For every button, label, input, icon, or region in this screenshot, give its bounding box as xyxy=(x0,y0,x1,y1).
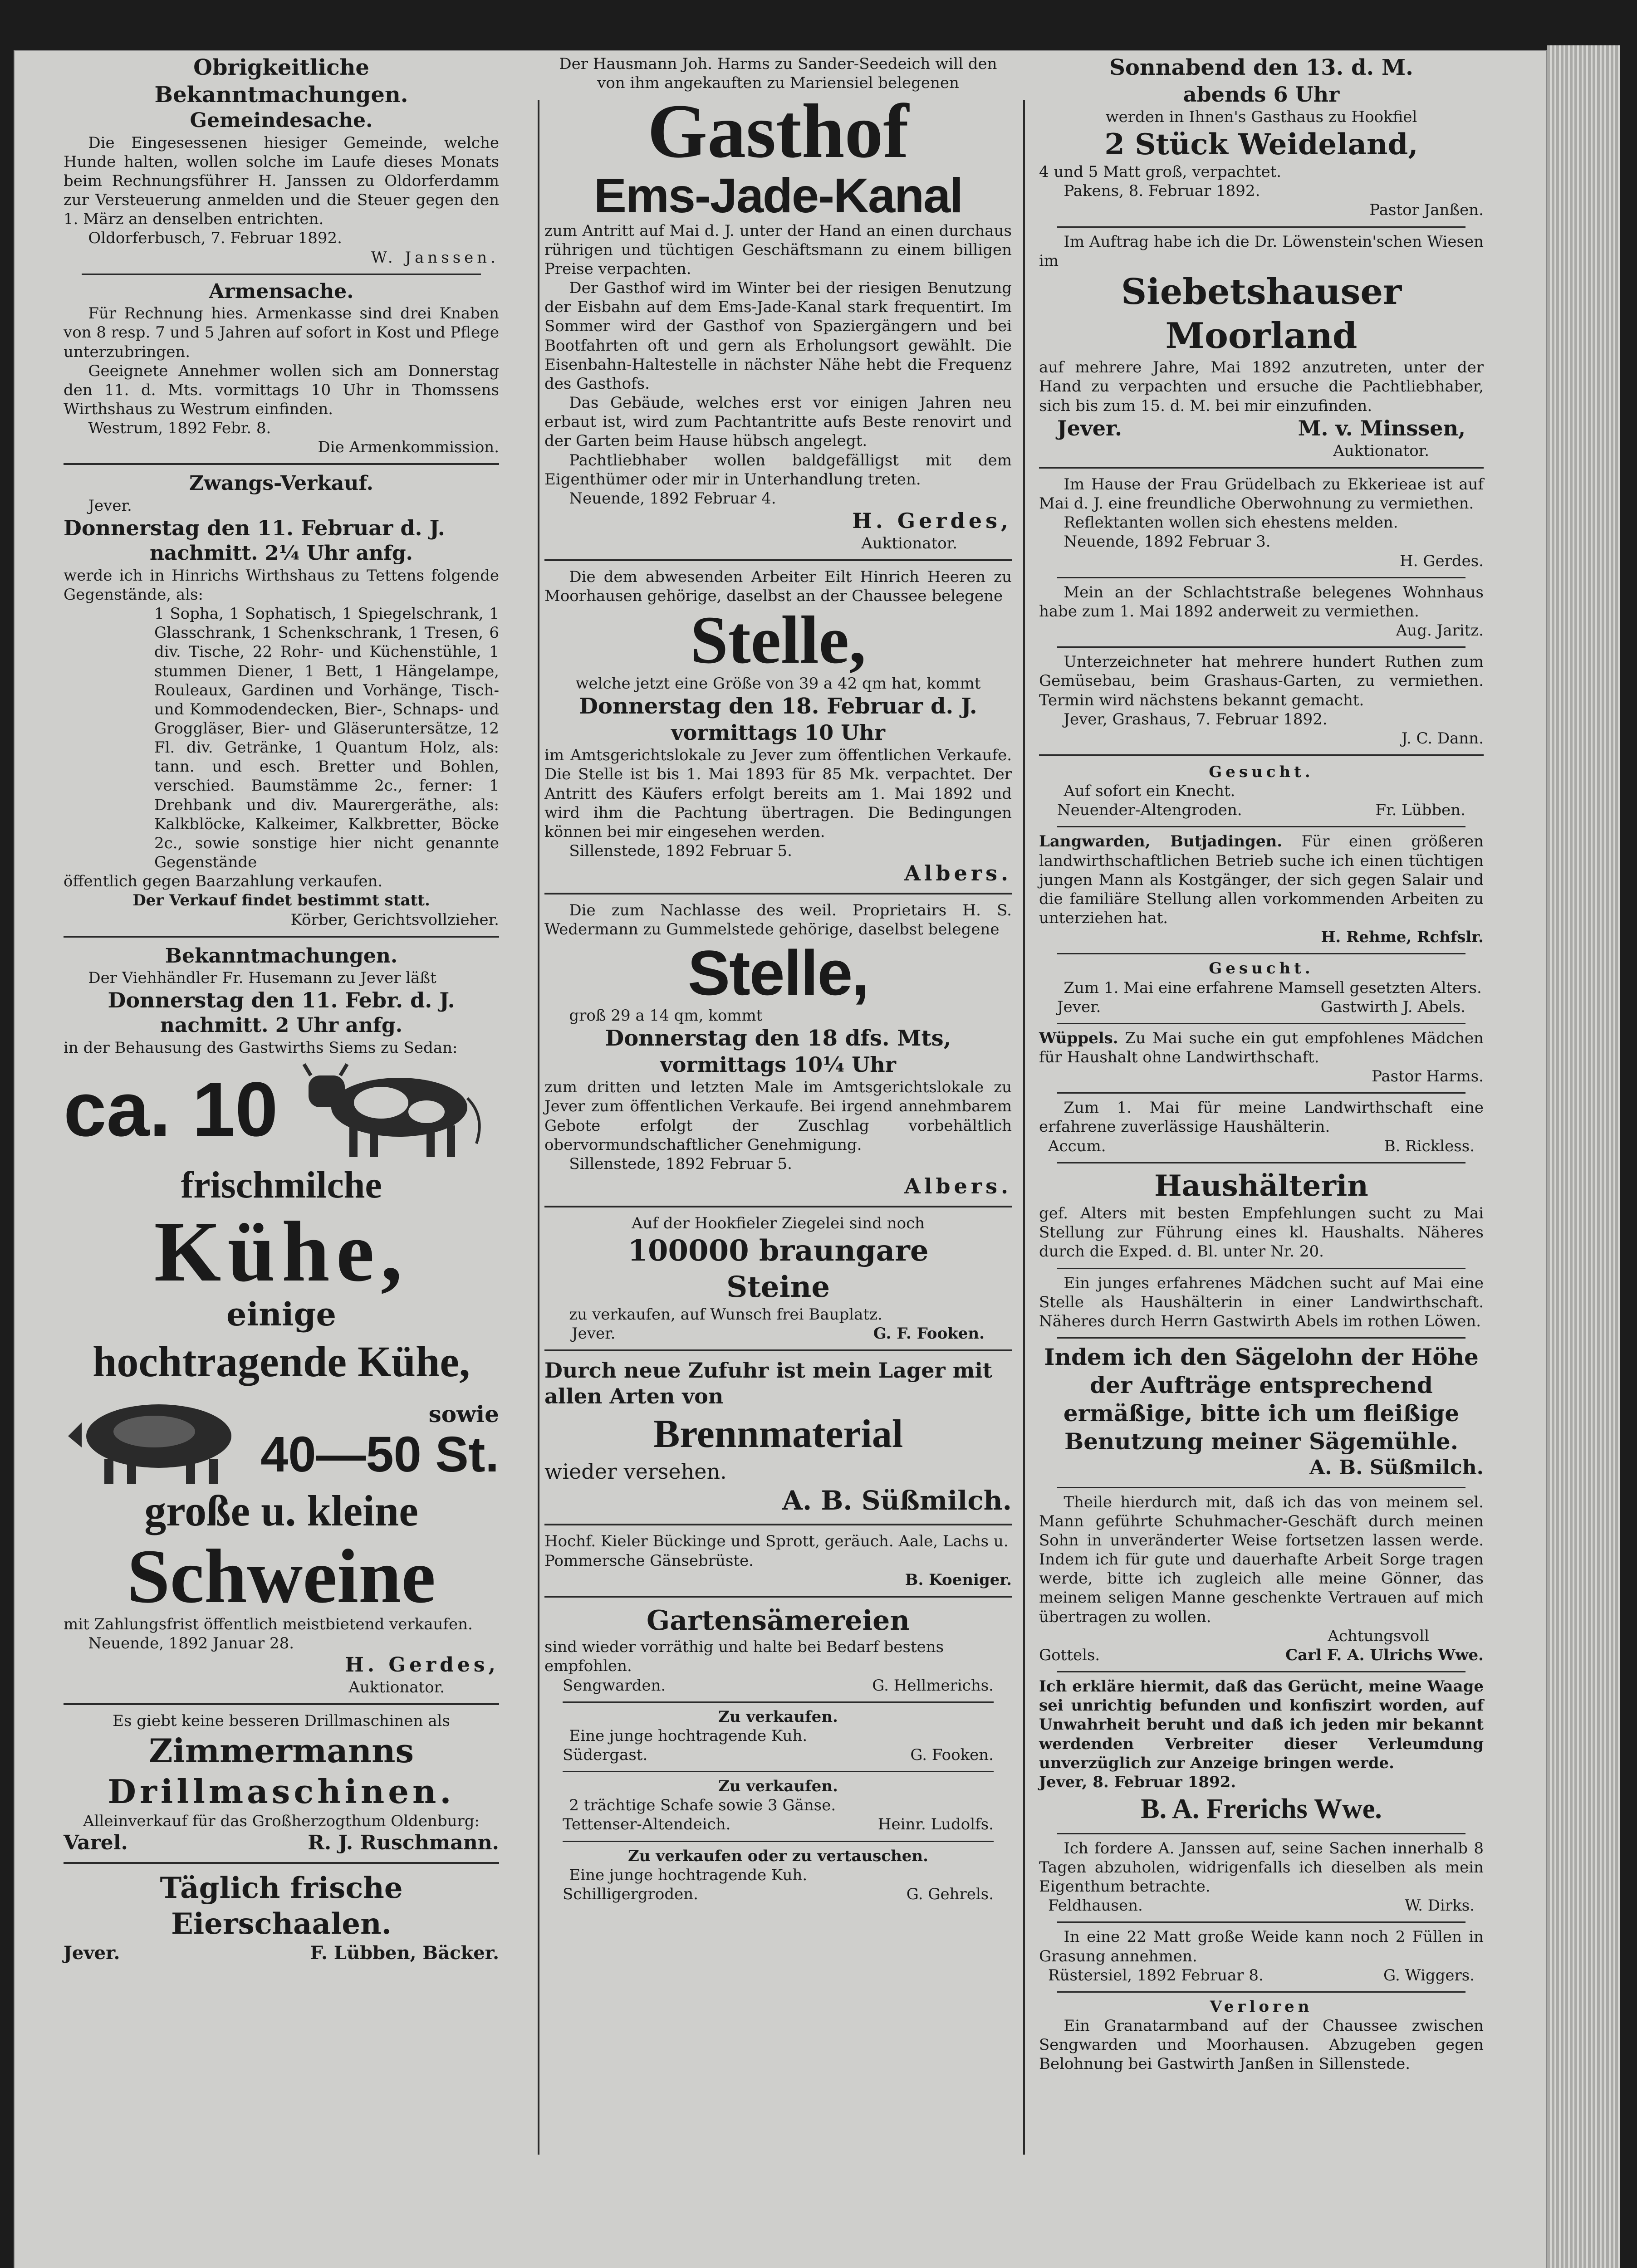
stelle1-time: vormittags 10 Uhr xyxy=(671,720,885,745)
ad-zwangs xyxy=(64,471,499,929)
hh-text: gef. Alters mit besten Empfehlungen sucht zu Mai Stellung zur Führung eines kl. Haushalts. Näheres durch die Exped. d. Bl. unter Nr. 20. xyxy=(1039,1204,1484,1261)
divider xyxy=(1057,1162,1465,1163)
stelle2-place: Sillenstede, 1892 Februar 5. xyxy=(569,1154,792,1173)
divider xyxy=(1057,226,1465,228)
gast-text-4: Pachtliebhaber wollen baldgefälligst mit dem Eigenthümer oder mir in Unterhandlung treten. xyxy=(544,451,1012,489)
waage-text: Ich erkläre hiermit, daß das Gerücht, meine Waage sei unrichtig befunden und konfiszirt worden, auf Unwahrheit beruht und daß ich jeden mir bekannt werdenden Verbreiter dieser Verleumdung unverzüglich zur Anzeige bringen werde. xyxy=(1039,1677,1484,1772)
divider xyxy=(64,463,499,465)
ad-drill xyxy=(64,1711,499,1855)
gast-text-3: Das Gebäude, welches erst vor einigen Jahren neu erbaut ist, wird zum Pachtantritte aufs Beste renovirt und der Garten beim Hause hübsch angelegt. xyxy=(544,394,1012,450)
divider xyxy=(544,1596,1012,1598)
acc-place: Accum. xyxy=(1048,1137,1106,1155)
haus-place: Neuende, 1892 Februar 3. xyxy=(1064,533,1271,551)
haus-text-2: Reflektanten wollen sich ehestens melden. xyxy=(1064,513,1398,532)
divider xyxy=(1057,1487,1465,1488)
gast-sign: H. Gerdes, xyxy=(852,508,1012,533)
wupp-lead: Wüppels. xyxy=(1039,1029,1118,1047)
divider xyxy=(1039,467,1484,469)
moor-head: Siebetshauser Moorland xyxy=(1121,271,1402,357)
schuh-regard: Achtungsvoll xyxy=(1328,1627,1429,1645)
ad-verkauf-1 xyxy=(544,1707,1012,1765)
zwangs-text: werde ich in Hinrichs Wirthshaus zu Tettens folgende Gegenstände, als: xyxy=(64,566,499,604)
hh-head: Haushälterin xyxy=(1154,1168,1368,1203)
vk3-place: Schilligergroden. xyxy=(563,1885,698,1903)
ad-ziegel xyxy=(544,1214,1012,1343)
weide-head: 2 Stück Weideland, xyxy=(1104,127,1418,161)
column-2 xyxy=(544,54,1012,2200)
ges2-sign: Gastwirth J. Abels. xyxy=(1320,997,1465,1016)
ad-vieh xyxy=(64,944,499,1697)
moor-role: Auktionator. xyxy=(1333,441,1429,460)
divider xyxy=(563,1771,994,1772)
gast-text-1: zum Antritt auf Mai d. J. unter der Hand an einen durchaus rührigen und tüchtigen Geschäftsmann zu einem billigen Preise verpachten. xyxy=(544,221,1012,279)
zwangs-tail: öffentlich gegen Baarzahlung verkaufen. xyxy=(64,872,383,891)
verl-head: Verloren xyxy=(1210,1997,1313,2016)
haus-text: Im Hause der Frau Grüdelbach zu Ekkerieae ist auf Mai d. J. eine freundliche Oberwohnung zu vermiethen. xyxy=(1039,475,1484,513)
kieler-sign: B. Koeniger. xyxy=(905,1570,1012,1589)
garten-text: sind wieder vorräthig und halte bei Bedarf bestens empfohlen. xyxy=(544,1638,944,1676)
ad-verkauf-2 xyxy=(544,1777,1012,1834)
zwangs-items: 1 Sopha, 1 Sophatisch, 1 Spiegelschrank, 1 Glasschrank, 1 Schenkschrank, 1 Tresen, 6 div. Tische, 22 Rohr- und Küchenstühle, 1 stummen Diener, 1 Bett, 1 Hängelampe, Rouleaux, Gardinen und Vorhänge, Tisch- und Kommodendecken, Bier-, Schnaps- und Groggläser, Bier- und Gläseruntersätze, 12 Fl. div. Getränke, 1 Quantum Holz, als: tann. und esch. Bretter und Bohlen, verschied. Baumstämme 2c., ferner: 1 Drehbank und div. Maurergeräthe, als: Kalkblöcke, Kalkeimer, Kalkbretter, Böcke 2c., sowie sonstige hier nicht genannte Gegenstände xyxy=(154,605,499,872)
armen-place: Westrum, 1892 Febr. 8. xyxy=(88,419,271,438)
dirks-sign: W. Dirks. xyxy=(1405,1897,1475,1915)
ad-stelle-2 xyxy=(544,901,1012,1199)
brenn-intro: Durch neue Zufuhr ist mein Lager mit allen Arten von xyxy=(544,1358,993,1409)
kieler-text: Hochf. Kieler Bückinge und Sprott, geräuch. Aale, Lachs u. Pommersche Gänsebrüste. xyxy=(544,1532,1009,1570)
ad-dirks xyxy=(1039,1839,1484,1916)
gast-text-2: Der Gasthof wird im Winter bei der riesigen Benutzung der Eisbahn auf dem Ems-Jade-Kanal stark frequentirt. Im Sommer wird der Gasthof von Spaziergängern und bei Bootfahrten oft und gern als Erholungsort gewählt. Die Eisenbahn-Haltestelle in nächster Nähe hebt die Frequenz des Gasthofs. xyxy=(544,279,1012,393)
moor-text: auf mehrere Jahre, Mai 1892 anzutreten, unter der Hand zu verpachten und ersuche die Pachtliebhaber, sich bis zum 15. d. M. bei mir einzufinden. xyxy=(1039,358,1484,415)
ad-schuhmacher xyxy=(1039,1493,1484,1665)
zwangs-bold: Der Verkauf findet bestimmt statt. xyxy=(132,891,430,910)
verl-text: Ein Granatarmband auf der Chaussee zwischen Sengwarden und Moorhausen. Abzugeben gegen Belohnung bei Gastwirth Janßen in Sillenstede. xyxy=(1039,2017,1484,2073)
bek-num: 40—50 St. xyxy=(260,1427,499,1483)
ziegel-place: Jever. xyxy=(572,1325,616,1343)
stelle1-intro: Die dem abwesenden Arbeiter Eilt Hinrich Heeren zu Moorhausen gehörige, daselbst an der Chaussee belegene xyxy=(544,568,1012,606)
ad-stelle-1 xyxy=(544,567,1012,886)
divider xyxy=(1057,1337,1465,1339)
bek-date: Donnerstag den 11. Febr. d. J. xyxy=(108,988,455,1013)
ges1-head: Gesucht. xyxy=(1209,763,1314,781)
ad-accum xyxy=(1039,1098,1484,1155)
bek-kuehe: Kühe, xyxy=(154,1204,409,1300)
stelle1-date: Donnerstag den 18. Februar d. J. xyxy=(579,693,977,719)
gemeinde-sign: W. Janssen. xyxy=(371,248,499,267)
schuh-text: Theile hierdurch mit, daß ich das von meinem sel. Mann geführte Schuhmacher-Geschäft durch meinen Sohn in unveränderter Weise fortsetzen lassen werde. Indem ich für gute und dauerhafte Arbeit Sorge tragen werde, bitte ich zugleich alle meine Gönner, das meinem seligen Manne geschenkte Vertrauen auf mich übertragen zu wollen. xyxy=(1039,1493,1484,1626)
ad-langwarden xyxy=(1039,832,1484,947)
moor-place: Jever. xyxy=(1057,415,1122,440)
divider xyxy=(1057,577,1465,578)
armen-sign: Die Armenkommission. xyxy=(318,438,499,457)
divider xyxy=(544,1206,1012,1207)
drill-place: Varel. xyxy=(64,1831,128,1855)
ges2-head: Gesucht. xyxy=(1209,959,1314,978)
stelle2-intro: Die zum Nachlasse des weil. Proprietairs H. S. Wedermann zu Gummelstede gehörige, daselbst belegene xyxy=(544,901,1012,939)
moor-intro: Im Auftrag habe ich die Dr. Löwenstein'schen Wiesen im xyxy=(1039,232,1484,270)
ges1-place: Neuender-Altengroden. xyxy=(1057,801,1242,820)
armen-text-1: Für Rechnung hies. Armenkasse sind drei Knaben von 8 resp. 7 und 5 Jahren auf sofort in Kost und Pflege unterzubringen. xyxy=(64,304,499,361)
drill-allein: Alleinverkauf für das Großherzogthum Oldenburg: xyxy=(83,1812,480,1830)
bek-head: Bekanntmachungen. xyxy=(165,944,398,968)
drill-text: Es giebt keine besseren Drillmaschinen als xyxy=(113,1712,450,1730)
ad-gemeinde xyxy=(64,54,499,267)
ruthen-place: Jever, Grashaus, 7. Februar 1892. xyxy=(1064,710,1328,728)
divider xyxy=(64,1703,499,1705)
ad-waage xyxy=(1039,1677,1484,1827)
ziegel-head: 100000 braungare xyxy=(627,1234,929,1268)
divider xyxy=(64,1862,499,1864)
schuh-sign: Carl F. A. Ulrichs Wwe. xyxy=(1285,1646,1484,1664)
ad-garten xyxy=(544,1604,1012,1695)
ges2-place: Jever. xyxy=(1057,997,1101,1016)
divider xyxy=(1057,1092,1465,1094)
bek-frisch: frischmilche xyxy=(181,1164,382,1207)
cow-icon xyxy=(290,1057,499,1162)
bek-ca: ca. 10 xyxy=(64,1066,278,1153)
ad-armen xyxy=(64,279,499,457)
drill-name: Zimmermanns xyxy=(148,1731,414,1770)
ges1-text: Auf sofort ein Knecht. xyxy=(1064,782,1235,801)
drill-sign: R. J. Ruschmann. xyxy=(308,1831,499,1855)
eier-head: Täglich frische Eierschaalen. xyxy=(160,1871,403,1941)
drill-name-2: Drillmaschinen. xyxy=(108,1772,455,1811)
divider xyxy=(544,1349,1012,1351)
wupp-text: Zu Mai suche ein gut empfohlenes Mädchen für Haushalt ohne Landwirthschaft. xyxy=(1039,1029,1484,1066)
saeg-text: Indem ich den Sägelohn der Höhe der Aufträge entsprechend ermäßige, bitte ich um fleißige Benutzung meiner Sägemühle. xyxy=(1044,1344,1479,1455)
bek-tail: mit Zahlungsfrist öffentlich meistbietend verkaufen. xyxy=(64,1615,473,1634)
lang-text: Für einen größeren landwirthschaftlichen Betrieb suche ich einen tüchtigen jungen Mann als Kostgänger, der sich gegen Salair und die familiäre Stellung allen vorkommenden Arbeiten zu unterziehen hat. xyxy=(1039,832,1484,928)
ziegel-text: zu verkaufen, auf Wunsch frei Bauplatz. xyxy=(569,1305,882,1324)
haus-sign: H. Gerdes. xyxy=(1400,552,1484,570)
bek-sign: H. Gerdes, xyxy=(345,1653,499,1677)
bek-time: nachmitt. 2 Uhr anfg. xyxy=(160,1014,403,1037)
bek-text: Der Viehhändler Fr. Husemann zu Jever läßt xyxy=(88,969,436,987)
column-1 xyxy=(64,54,499,2200)
gemeinde-text: Die Eingesessenen hiesiger Gemeinde, welche Hunde halten, wollen solche im Laufe dieses Monats beim Rechnungsführer H. Janssen zu Oldorferdamm zur Versteuerung anmelden und die Steuer gegen den 1. März an denselben entrichten. xyxy=(64,133,499,229)
stelle1-sign: Albers. xyxy=(904,861,1012,886)
armen-head: Armensache. xyxy=(209,279,354,303)
waage-sign: B. A. Frerichs Wwe. xyxy=(1141,1793,1382,1824)
weide-place: Pakens, 8. Februar 1892. xyxy=(1064,182,1260,200)
ruthen-sign: J. C. Dann. xyxy=(1401,729,1484,748)
ad-eier xyxy=(64,1870,499,1965)
divider xyxy=(563,1701,994,1703)
divider xyxy=(1057,826,1465,827)
weide-date: Sonnabend den 13. d. M. xyxy=(1109,55,1413,80)
stelle1-place: Sillenstede, 1892 Februar 5. xyxy=(569,842,792,860)
vk1-text: Eine junge hochtragende Kuh. xyxy=(569,1726,808,1745)
zwangs-time: nachmitt. 2¼ Uhr anfg. xyxy=(149,542,413,565)
divider xyxy=(1057,953,1465,954)
vk3-sign: G. Gehrels. xyxy=(906,1885,994,1903)
vk1-head: Zu verkaufen. xyxy=(718,1707,838,1726)
ziegel-intro: Auf der Hookfieler Ziegelei sind noch xyxy=(631,1214,925,1233)
ziegel-head-2: Steine xyxy=(726,1270,830,1304)
armen-text-2: Geeignete Annehmer wollen sich am Donnerstag den 11. d. Mts. vormittags 10 Uhr in Thomssens Wirthshaus zu Westrum einfinden. xyxy=(64,362,499,418)
vk3-text: Eine junge hochtragende Kuh. xyxy=(569,1866,808,1884)
ad-maedchen xyxy=(1039,1274,1484,1331)
page-stack-edge xyxy=(1547,45,1620,2268)
brenn-sign: A. B. Süßmilch. xyxy=(782,1485,1012,1516)
stelle1-size: welche jetzt eine Größe von 39 a 42 qm hat, kommt xyxy=(575,674,981,693)
ad-brenn xyxy=(544,1358,1012,1517)
notice-title: Obrigkeitliche Bekanntmachungen. xyxy=(154,55,408,108)
wohn-sign: Aug. Jaritz. xyxy=(1396,621,1484,640)
divider xyxy=(544,559,1012,561)
ad-saegemuehle xyxy=(1039,1343,1484,1481)
divider xyxy=(544,893,1012,894)
garten-sign: G. Hellmerichs. xyxy=(872,1676,994,1695)
column-rule-2 xyxy=(1023,100,1025,2155)
vk1-sign: G. Fooken. xyxy=(910,1745,994,1764)
weide-sign: Pastor Janßen. xyxy=(1369,201,1484,220)
ad-kieler xyxy=(544,1532,1012,1589)
ad-ruthen xyxy=(1039,652,1484,748)
dirks-place: Feldhausen. xyxy=(1048,1897,1143,1915)
matt-sign: G. Wiggers. xyxy=(1383,1966,1475,1984)
brenn-head: Brennmaterial xyxy=(653,1412,903,1457)
bek-sowie: sowie xyxy=(428,1401,499,1428)
ges1-sign: Fr. Lübben. xyxy=(1375,801,1465,820)
vk2-sign: Heinr. Ludolfs. xyxy=(877,1815,994,1834)
divider xyxy=(1057,1991,1465,1993)
eier-sign: F. Lübben, Bäcker. xyxy=(310,1942,499,1964)
ad-wueppels xyxy=(1039,1029,1484,1086)
zwangs-date: Donnerstag den 11. Februar d. J. xyxy=(64,516,445,541)
ad-gesucht-2 xyxy=(1039,959,1484,1016)
stelle2-head: Stelle, xyxy=(687,937,869,1008)
vk2-place: Tettenser-Altendeich. xyxy=(563,1815,731,1834)
ad-weideland xyxy=(1039,54,1484,220)
brenn-tail: wieder versehen. xyxy=(544,1459,727,1484)
gast-intro: Der Hausmann Joh. Harms zu Sander-Seedeich will den von ihm angekauften zu Mariensiel belegenen xyxy=(559,55,997,93)
column-rule-1 xyxy=(538,100,539,2155)
moor-sign: M. v. Minssen, xyxy=(1298,415,1465,440)
divider xyxy=(82,274,481,275)
divider xyxy=(544,1524,1012,1525)
divider xyxy=(1057,646,1465,648)
stelle2-text: zum dritten und letzten Male im Amtsgerichtslokale zu Jever zum öffentlichen Verkaufe. Bei irgend annehmbarem Gebote erfolgt der Zuschlag vorbehältlich obervormundschaftlicher Genehmigung. xyxy=(544,1078,1012,1154)
column-3 xyxy=(1039,54,1484,2200)
lang-sign: H. Rehme, Rchfslr. xyxy=(1321,928,1484,947)
zwangs-place: Jever. xyxy=(88,497,132,515)
gast-place: Neuende, 1892 Februar 4. xyxy=(569,489,776,508)
ad-oberwohnung xyxy=(1039,475,1484,571)
divider xyxy=(1057,1023,1465,1024)
ad-verloren xyxy=(1039,1997,1484,2074)
lang-lead: Langwarden, Butjadingen. xyxy=(1039,832,1283,851)
ad-moorland xyxy=(1039,232,1484,460)
garten-head: Gartensämereien xyxy=(647,1604,910,1637)
gemeinde-place: Oldorferbusch, 7. Februar 1892. xyxy=(88,229,342,248)
gast-role: Auktionator. xyxy=(861,534,957,553)
stelle2-date: Donnerstag den 18 dfs. Mts, xyxy=(605,1025,951,1051)
matt-place: Rüstersiel, 1892 Februar 8. xyxy=(1048,1966,1264,1984)
pig-icon xyxy=(64,1391,245,1491)
ges2-text: Zum 1. Mai eine erfahrene Mamsell gesetzten Alters. xyxy=(1064,978,1482,997)
ad-weide xyxy=(1039,1927,1484,1984)
ad-wohnhaus xyxy=(1039,583,1484,640)
dirks-text: Ich fordere A. Janssen auf, seine Sachen innerhalb 8 Tagen abzuholen, widrigenfalls ich dieselben als mein Eigenthum betrachte. xyxy=(1039,1839,1484,1896)
divider xyxy=(1057,1671,1465,1672)
saeg-sign: A. B. Süßmilch. xyxy=(1309,1456,1484,1480)
bek-dplace: Neuende, 1892 Januar 28. xyxy=(88,1634,294,1653)
ad-haushaelterin xyxy=(1039,1168,1484,1261)
bek-role: Auktionator. xyxy=(348,1678,445,1697)
eier-place: Jever. xyxy=(64,1942,120,1964)
vk2-head: Zu verkaufen. xyxy=(718,1777,838,1796)
ad-gesucht-1 xyxy=(1039,763,1484,820)
matt-text: In eine 22 Matt große Weide kann noch 2 Füllen in Grasung annehmen. xyxy=(1039,1928,1484,1965)
divider xyxy=(64,936,499,938)
zwangs-head: Zwangs-Verkauf. xyxy=(189,472,374,495)
stelle2-size: groß 29 a 14 qm, kommt xyxy=(569,1006,763,1025)
bek-schweine: Schweine xyxy=(127,1534,436,1619)
bek-hoch: hochtragende Kühe, xyxy=(92,1337,471,1386)
weide-time: abends 6 Uhr xyxy=(1183,82,1340,107)
vk3-head: Zu verkaufen oder zu vertauschen. xyxy=(627,1847,928,1865)
divider xyxy=(1057,1833,1465,1834)
stelle1-head: Stelle, xyxy=(690,602,866,678)
bek-place: in der Behausung des Gastwirths Siems zu Sedan: xyxy=(64,1039,458,1057)
weide-text: werden in Ihnen's Gasthaus zu Hookfiel xyxy=(1105,108,1417,126)
divider xyxy=(1057,1268,1465,1269)
schuh-place: Gottels. xyxy=(1039,1646,1100,1664)
divider xyxy=(1057,1921,1465,1923)
wupp-sign: Pastor Harms. xyxy=(1372,1067,1484,1086)
zwangs-sign: Körber, Gerichtsvollzieher. xyxy=(290,910,499,929)
ziegel-sign: G. F. Fooken. xyxy=(873,1325,985,1343)
bek-einige: einige xyxy=(226,1295,337,1334)
divider xyxy=(563,1841,994,1842)
mad-text: Ein junges erfahrenes Mädchen sucht auf Mai eine Stelle als Haushälterin in einer Landwirthschaft. Näheres durch Herrn Gastwirth Abels im rothen Löwen. xyxy=(1039,1274,1484,1330)
ruthen-text: Unterzeichneter hat mehrere hundert Ruthen zum Gemüsebau, beim Grashaus-Garten, zu vermiethen. Termin wird nächstens bekannt gemacht. xyxy=(1039,653,1484,709)
gast-head: Gasthof xyxy=(647,88,909,174)
gast-head-2: Ems-Jade-Kanal xyxy=(593,168,963,223)
vk1-place: Südergast. xyxy=(563,1745,648,1764)
garten-place: Sengwarden. xyxy=(563,1676,666,1695)
divider xyxy=(1039,754,1484,756)
waage-place: Jever, 8. Februar 1892. xyxy=(1039,1773,1236,1791)
stelle1-text: im Amtsgerichtslokale zu Jever zum öffentlichen Verkaufe. Die Stelle ist bis 1. Mai 1893 für 85 Mk. verpachtet. Der Antritt des Käufers erfolgt bereits am 1. Mai 1892 und wird ihm die Pachtung übertragen. Die Bedingungen können bei mir eingesehen werden. xyxy=(544,746,1012,841)
stelle2-time: vormittags 10¼ Uhr xyxy=(660,1052,896,1077)
gemeinde-head: Gemeindesache. xyxy=(190,109,373,132)
stelle2-sign: Albers. xyxy=(904,1174,1012,1199)
ad-verkauf-3 xyxy=(544,1847,1012,1904)
weide-size: 4 und 5 Matt groß, verpachtet. xyxy=(1039,163,1282,181)
wohn-text: Mein an der Schlachtstraße belegenes Wohnhaus habe zum 1. Mai 1892 anderweit zu vermiethen. xyxy=(1039,583,1484,621)
acc-sign: B. Rickless. xyxy=(1384,1137,1475,1155)
ad-gasthof xyxy=(544,54,1012,553)
acc-text: Zum 1. Mai für meine Landwirthschaft eine erfahrene zuverlässige Haushälterin. xyxy=(1039,1099,1484,1136)
bek-gross: große u. kleine xyxy=(144,1486,418,1535)
vk2-text: 2 trächtige Schafe sowie 3 Gänse. xyxy=(569,1796,836,1815)
